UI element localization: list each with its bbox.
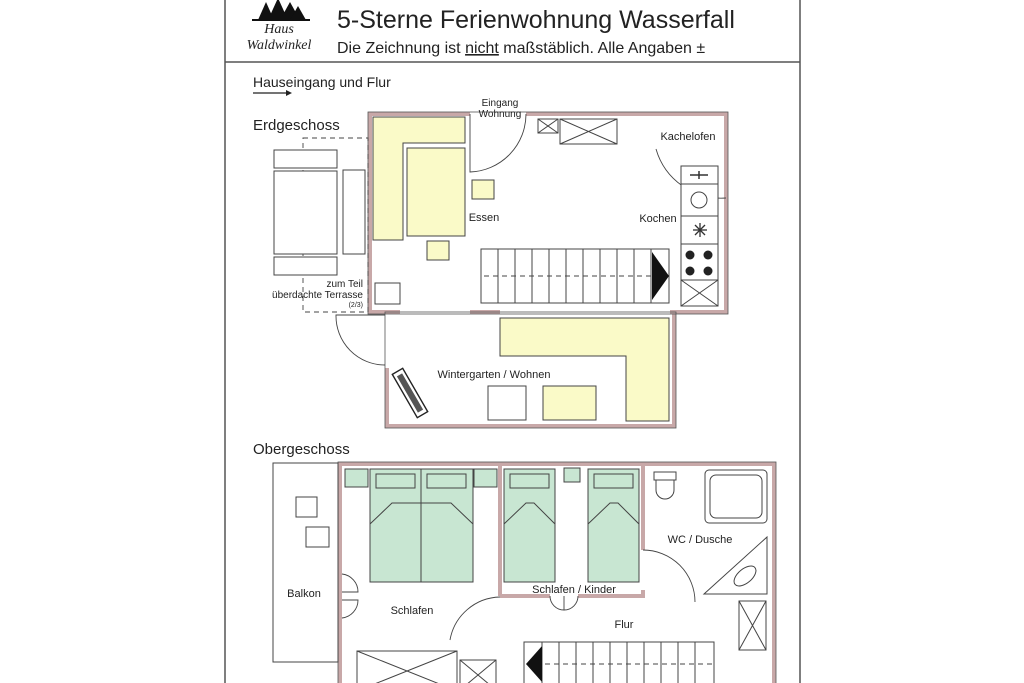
label-wc: WC / Dusche — [667, 534, 733, 546]
label-bedroom: Schlafen — [390, 605, 434, 617]
terrace-door — [336, 315, 385, 365]
side-table — [488, 386, 526, 420]
entry-door — [470, 114, 526, 172]
label-winter-garden: Wintergarten / Wohnen — [437, 369, 551, 381]
label-hall: Flur — [614, 619, 634, 631]
toilet-icon — [654, 472, 676, 499]
balcony-table — [306, 527, 329, 547]
cabinet-top — [538, 119, 617, 144]
label-entry-line2: Wohnung — [478, 109, 522, 120]
logo-line1: Haus — [264, 22, 294, 37]
hall-cabinet — [739, 601, 766, 650]
upper-floor-title: Obergeschoss — [253, 441, 350, 458]
label-dining: Essen — [468, 212, 500, 224]
label-terrace-fraction: (2/3) — [348, 302, 363, 309]
staircase-ground — [481, 249, 669, 303]
dining-chair — [427, 241, 449, 260]
logo — [247, 0, 312, 53]
dining-table — [407, 148, 465, 236]
ground-floor-plan — [272, 98, 728, 428]
logo-line2: Waldwinkel — [246, 38, 312, 53]
label-entry-line1: Eingang — [481, 98, 519, 109]
ground-floor-title: Erdgeschoss — [253, 117, 340, 134]
kids-beds — [504, 468, 639, 582]
coffee-table — [543, 386, 596, 420]
page-subtitle: Die Zeichnung ist nicht maßstäblich. Alle Angaben ± — [337, 40, 706, 57]
bedroom-furniture — [345, 469, 497, 582]
tree-icon — [252, 0, 310, 21]
arrow-right-icon — [253, 90, 292, 96]
label-kitchen: Kochen — [639, 213, 677, 225]
bedroom-door — [450, 597, 500, 640]
balcony — [273, 463, 338, 662]
label-balcony: Balkon — [287, 588, 321, 600]
label-kids-room: Schlafen / Kinder — [532, 584, 616, 596]
kids-door — [550, 596, 578, 610]
dining-chair — [472, 180, 494, 199]
page-title: 5-Sterne Ferienwohnung Wasserfall — [337, 6, 735, 34]
snowflake-icon — [693, 223, 707, 237]
staircase-upper — [524, 642, 714, 683]
balcony-door — [342, 574, 358, 618]
shower-tray — [705, 470, 767, 523]
wc-door — [643, 550, 695, 602]
label-terrace-line2: überdachte Terrasse — [272, 290, 363, 301]
label-terrace-line1: zum Teil — [326, 279, 363, 290]
wardrobe — [357, 651, 496, 683]
tv-icon — [392, 368, 427, 417]
balcony-chair — [296, 497, 317, 517]
label-stove: Kachelofen — [660, 131, 716, 143]
entrance-label: Hauseingang und Flur — [253, 74, 391, 90]
upper-floor-plan — [273, 462, 776, 683]
